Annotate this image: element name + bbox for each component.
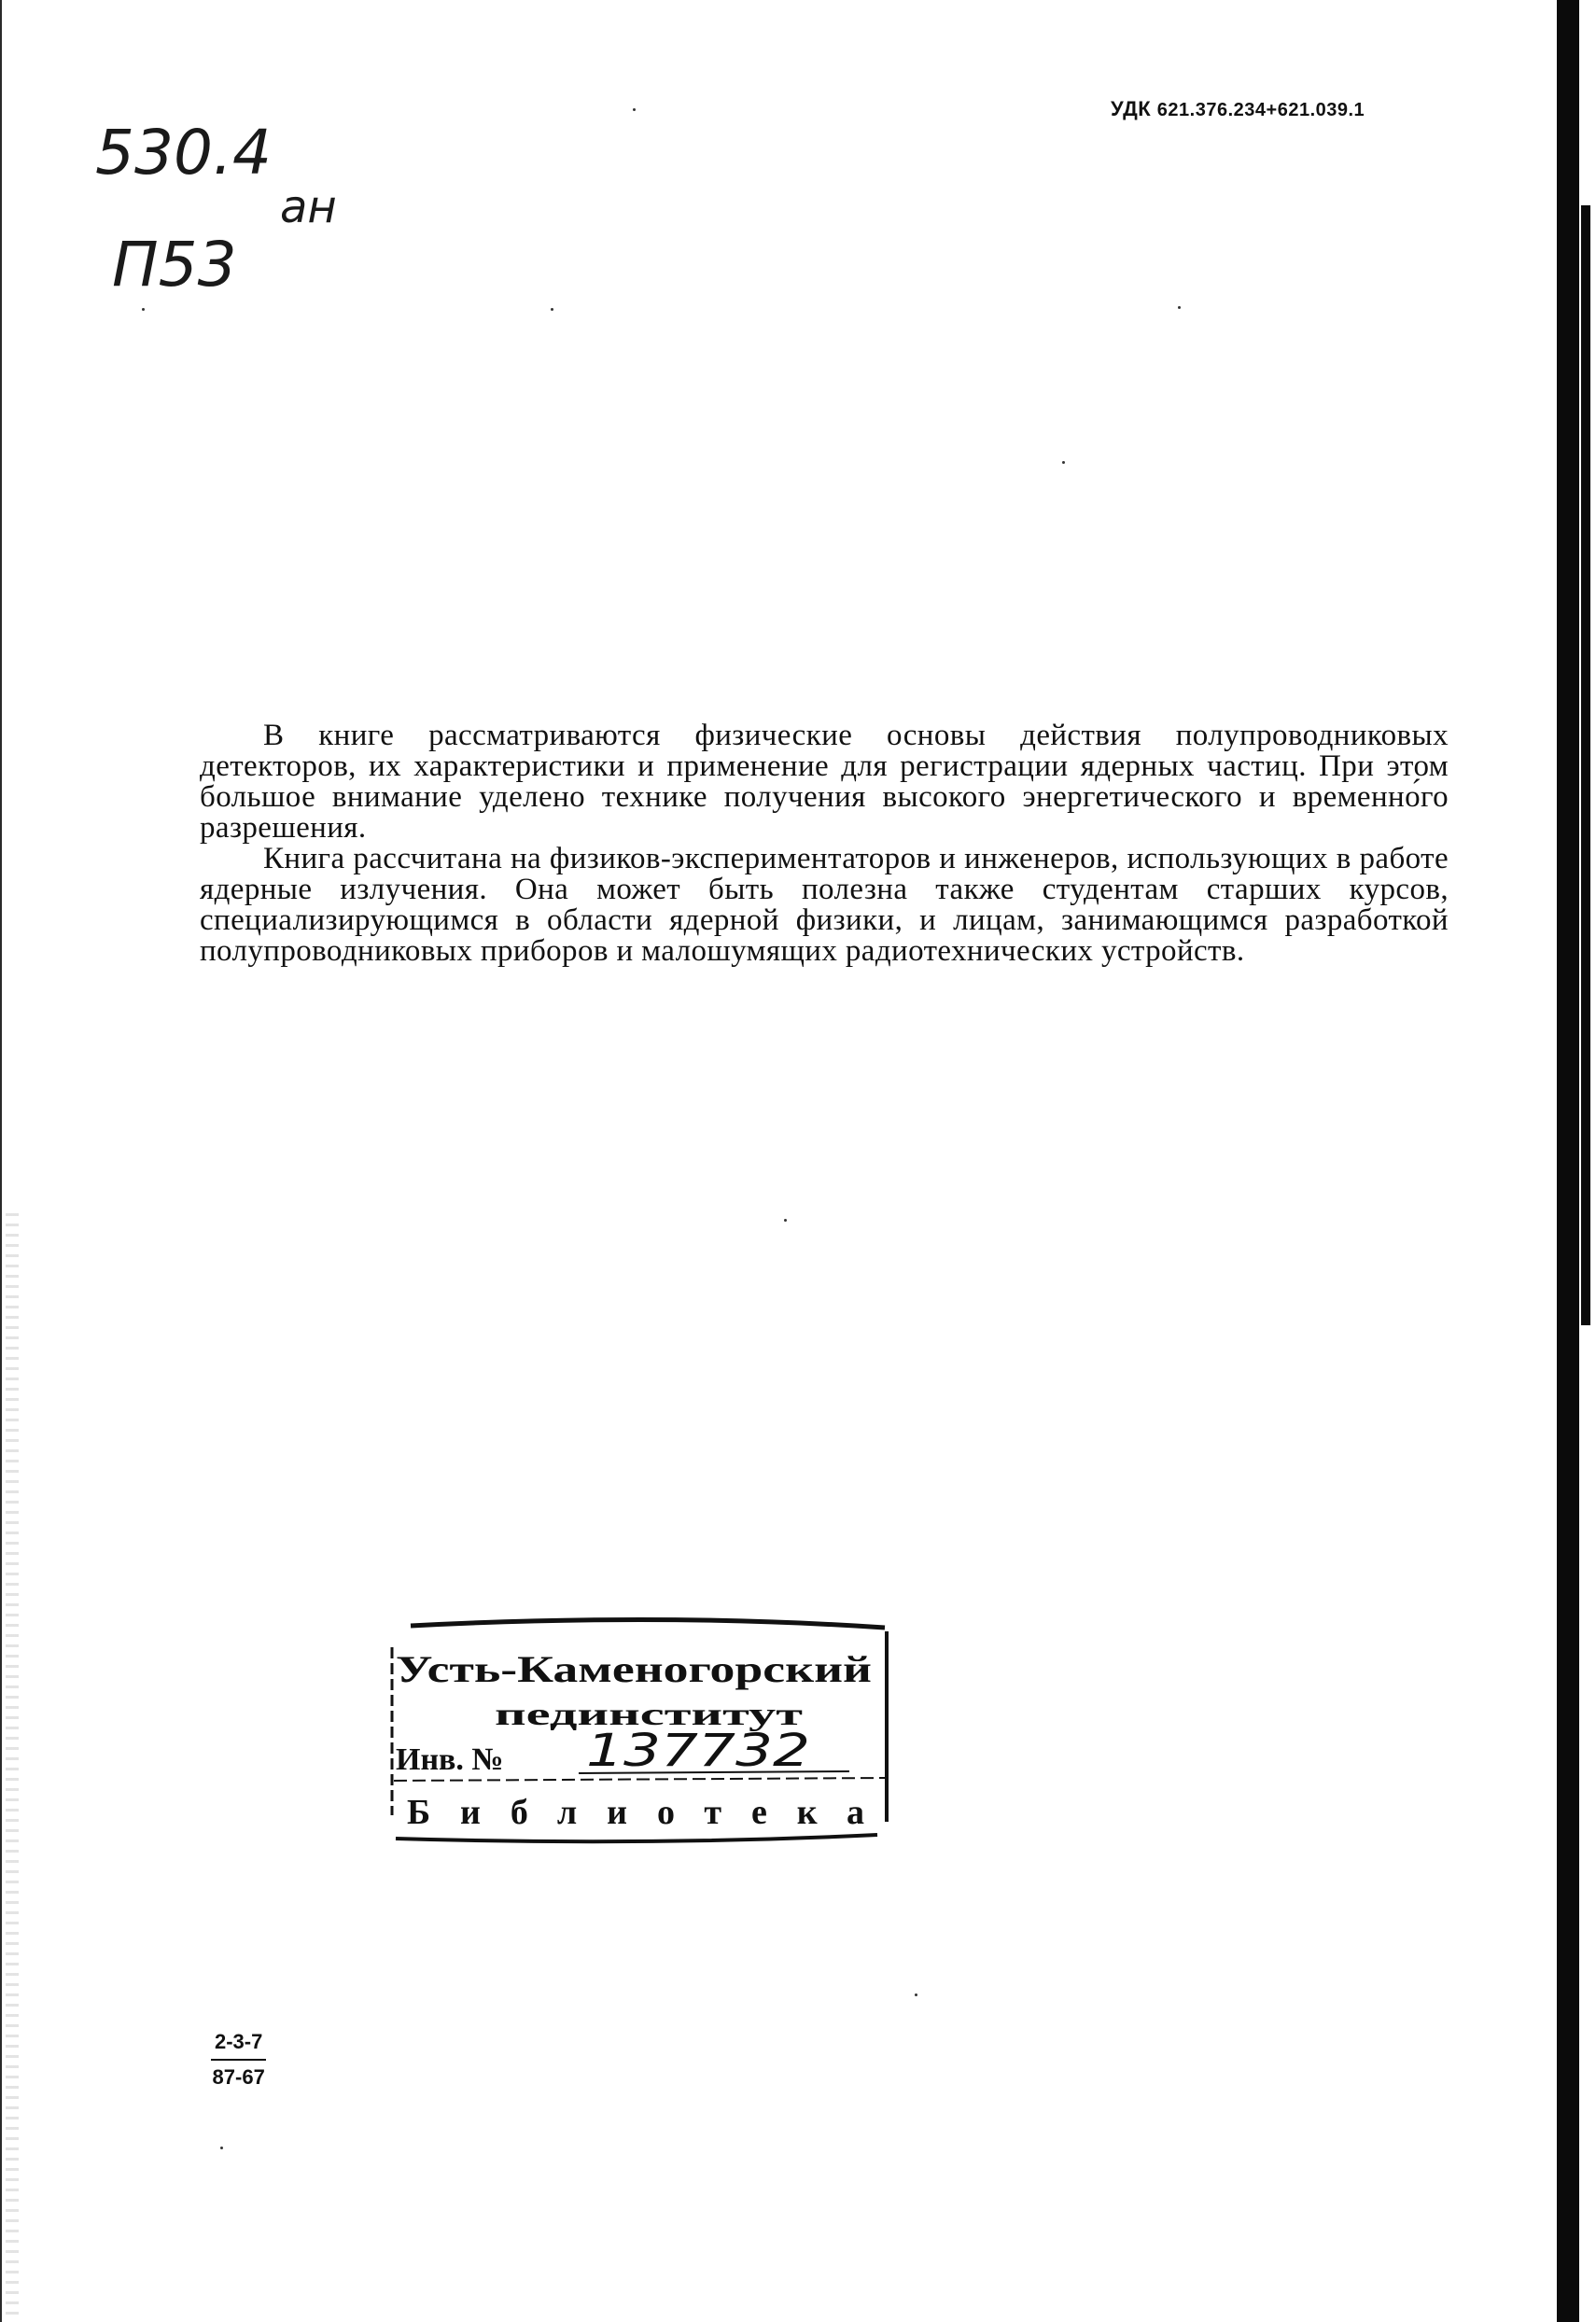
publication-index bbox=[211, 2027, 266, 2092]
stamp-institution: Усть-Каменогорский bbox=[396, 1648, 872, 1690]
scan-speck bbox=[220, 2147, 223, 2149]
index-denominator: 87-67 bbox=[212, 2065, 265, 2089]
scan-speck bbox=[915, 1993, 917, 1996]
udc-code bbox=[1111, 97, 1365, 121]
stamp-inventory-label: Инв. № bbox=[396, 1742, 504, 1777]
abstract-paragraph: В книге рассматриваются физические основы действия полупроводниковых детекторов, их характеристики и применение для регистрации ядерных частиц. При этом большое внимание уделено технике получения высокого энергетического и временно́го разрешения. bbox=[200, 719, 1449, 845]
scan-speck bbox=[784, 1219, 787, 1222]
abstract-paragraph: Книга рассчитана на физиков-экспериментаторов и инженеров, использующих в работе ядерные излучения. Она может быть полезна также студентам старших курсов, специализирующимся в области ядерной физики, и лицам, занимающимся разработкой полупроводниковых приборов и малошумящих радиотехнических устройств. bbox=[200, 842, 1449, 968]
stamp-library: Библиотека bbox=[407, 1793, 864, 1832]
scan-left-noise bbox=[6, 1213, 19, 2322]
stamp-inventory-number: 137732 bbox=[586, 1725, 810, 1777]
scan-right-binding-shadow-inner bbox=[1581, 205, 1590, 1325]
handwritten-superscript: ан bbox=[280, 181, 337, 233]
handwritten-author-mark: П53 bbox=[112, 229, 237, 301]
scan-speck bbox=[633, 108, 636, 111]
scan-speck bbox=[551, 308, 553, 311]
udc-label: УДК bbox=[1111, 97, 1152, 120]
stamp-institution-type: пединститут bbox=[495, 1698, 804, 1732]
scan-speck bbox=[1062, 461, 1065, 464]
udc-number: 621.376.234+621.039.1 bbox=[1156, 100, 1365, 120]
library-stamp bbox=[383, 1605, 901, 1857]
book-abstract bbox=[200, 720, 1449, 967]
scan-speck bbox=[142, 308, 145, 311]
handwritten-class-number: 530.4 bbox=[95, 117, 272, 189]
scan-right-binding-shadow bbox=[1557, 0, 1579, 2322]
index-numerator: 2-3-7 bbox=[211, 2027, 266, 2061]
handwritten-shelf-mark bbox=[93, 103, 401, 308]
scan-speck bbox=[1178, 306, 1181, 309]
